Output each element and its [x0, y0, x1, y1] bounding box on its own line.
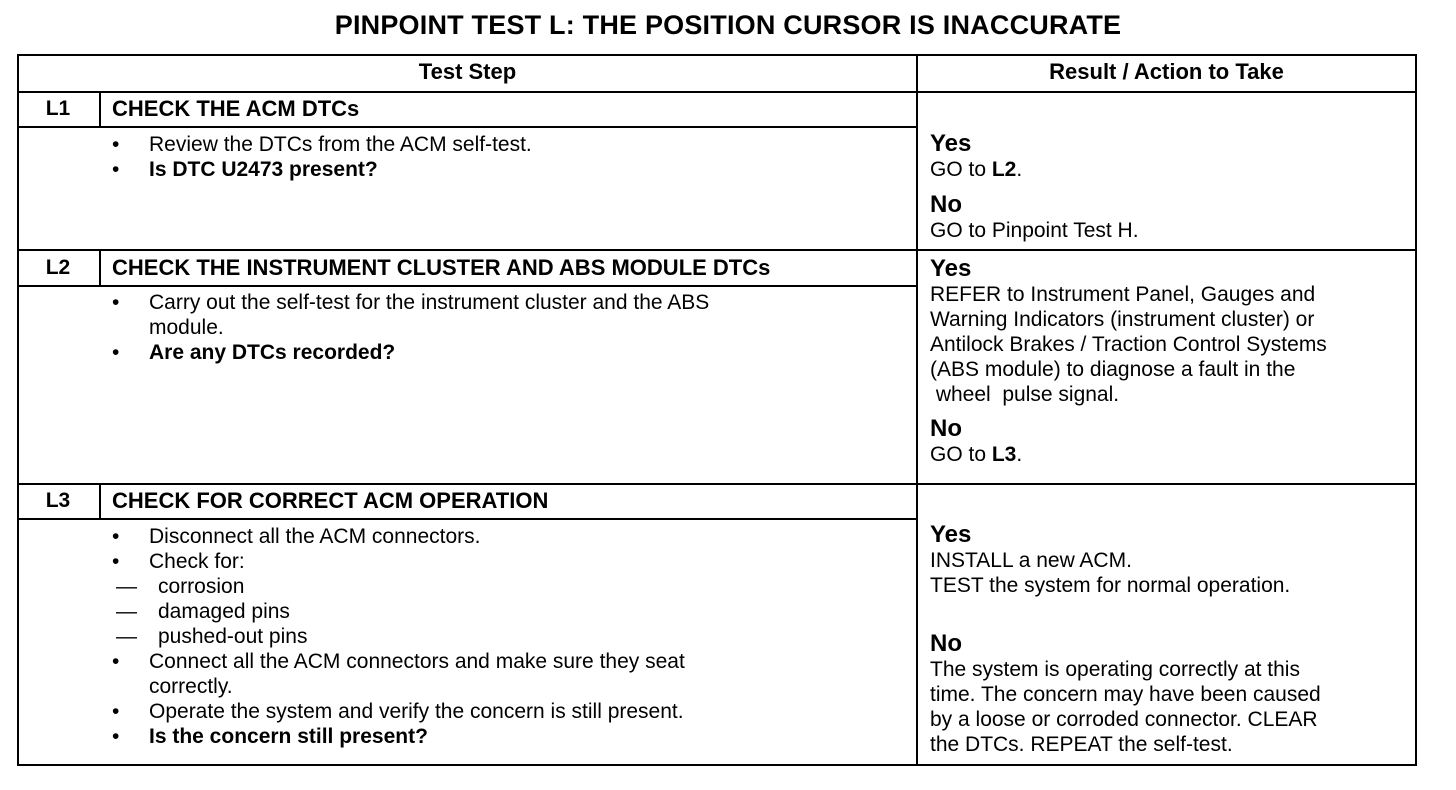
row-divider-l2: [17, 249, 1417, 251]
bullet-icon: •: [112, 700, 120, 723]
bullet-icon: •: [112, 341, 120, 364]
step-title-divider-l2: [17, 285, 917, 287]
step-id: L3: [45, 489, 71, 512]
step-id-divider-l2: [99, 249, 101, 287]
column-divider: [916, 54, 918, 766]
yes-label: Yes: [930, 521, 972, 548]
step-title: CHECK THE ACM DTCs: [112, 96, 360, 121]
step-id-divider-l3: [99, 483, 101, 520]
list-item-continuation: module.: [149, 316, 224, 339]
yes-label: Yes: [930, 255, 972, 282]
step-title: CHECK THE INSTRUMENT CLUSTER AND ABS MODULE DTCs: [112, 255, 771, 280]
step-title-divider-l3: [17, 518, 917, 520]
step-id: L1: [45, 97, 71, 120]
list-item: • Carry out the self-test for the instrument cluster and the ABS: [108, 290, 709, 315]
step-title: CHECK FOR CORRECT ACM OPERATION: [112, 488, 549, 513]
list-item: • Is the concern still present?: [108, 724, 685, 749]
bullet-icon: •: [112, 725, 120, 748]
no-action-line: the DTCs. REPEAT the self-test.: [930, 733, 1233, 756]
result-action: [930, 256, 1410, 467]
no-label: No: [930, 630, 962, 657]
page-title: PINPOINT TEST L: THE POSITION CURSOR IS INACCURATE: [334, 10, 1122, 40]
no-action-line: time. The concern may have been caused: [930, 683, 1321, 706]
header-result: Result / Action to Take: [1049, 59, 1284, 84]
sub-list-item: — pushed-out pins: [108, 624, 685, 649]
bullet-icon: •: [112, 525, 120, 548]
step-id: L2: [45, 256, 71, 279]
bullet-icon: •: [112, 550, 120, 573]
sub-list-item: — damaged pins: [108, 599, 685, 624]
yes-action-line: (ABS module) to diagnose a fault in the: [930, 358, 1296, 381]
dash-icon: —: [116, 575, 137, 598]
step-id-divider-l1: [99, 91, 101, 128]
list-item: • Is DTC U2473 present?: [108, 157, 532, 182]
bullet-icon: •: [112, 291, 120, 314]
yes-action-line: Warning Indicators (instrument cluster) or: [930, 308, 1315, 331]
dash-icon: —: [116, 600, 137, 623]
no-action-line: by a loose or corroded connector. CLEAR: [930, 708, 1318, 731]
list-item: • Check for:: [108, 549, 685, 574]
yes-action-line: INSTALL a new ACM.: [930, 549, 1132, 572]
yes-action-line: TEST the system for normal operation.: [930, 574, 1291, 597]
no-action-line: The system is operating correctly at this: [930, 658, 1300, 681]
no-action: GO to Pinpoint Test H.: [930, 219, 1139, 242]
sub-list-item: — corrosion: [108, 574, 685, 599]
list-item: • Connect all the ACM connectors and make sure they seat: [108, 649, 685, 674]
list-item: • Are any DTCs recorded?: [108, 340, 709, 365]
list-item: • Disconnect all the ACM connectors.: [108, 524, 685, 549]
bullet-icon: •: [112, 158, 120, 181]
no-action: GO to L3.: [930, 443, 1023, 466]
step-instructions: [108, 132, 532, 182]
no-label: No: [930, 191, 962, 218]
yes-action: GO to L2.: [930, 158, 1023, 181]
bullet-icon: •: [112, 133, 120, 156]
step-instructions: [108, 524, 685, 749]
result-action: [930, 522, 1410, 757]
result-action: [930, 131, 1410, 243]
yes-label: Yes: [930, 130, 972, 157]
step-title-divider-l1: [17, 126, 917, 128]
yes-action-line: Antilock Brakes / Traction Control Systems: [930, 333, 1327, 356]
no-label: No: [930, 415, 962, 442]
yes-action-line: REFER to Instrument Panel, Gauges and: [930, 283, 1316, 306]
list-item-continuation: correctly.: [149, 675, 233, 698]
dash-icon: —: [116, 625, 137, 648]
row-divider-l3: [17, 483, 1417, 485]
yes-action-line: wheel pulse signal.: [930, 383, 1120, 406]
header-test-step: Test Step: [418, 59, 517, 84]
header-divider: [17, 91, 1417, 93]
bullet-icon: •: [112, 650, 120, 673]
list-item: • Review the DTCs from the ACM self-test.: [108, 132, 532, 157]
list-item: • Operate the system and verify the concern is still present.: [108, 699, 685, 724]
step-instructions: [108, 290, 709, 365]
